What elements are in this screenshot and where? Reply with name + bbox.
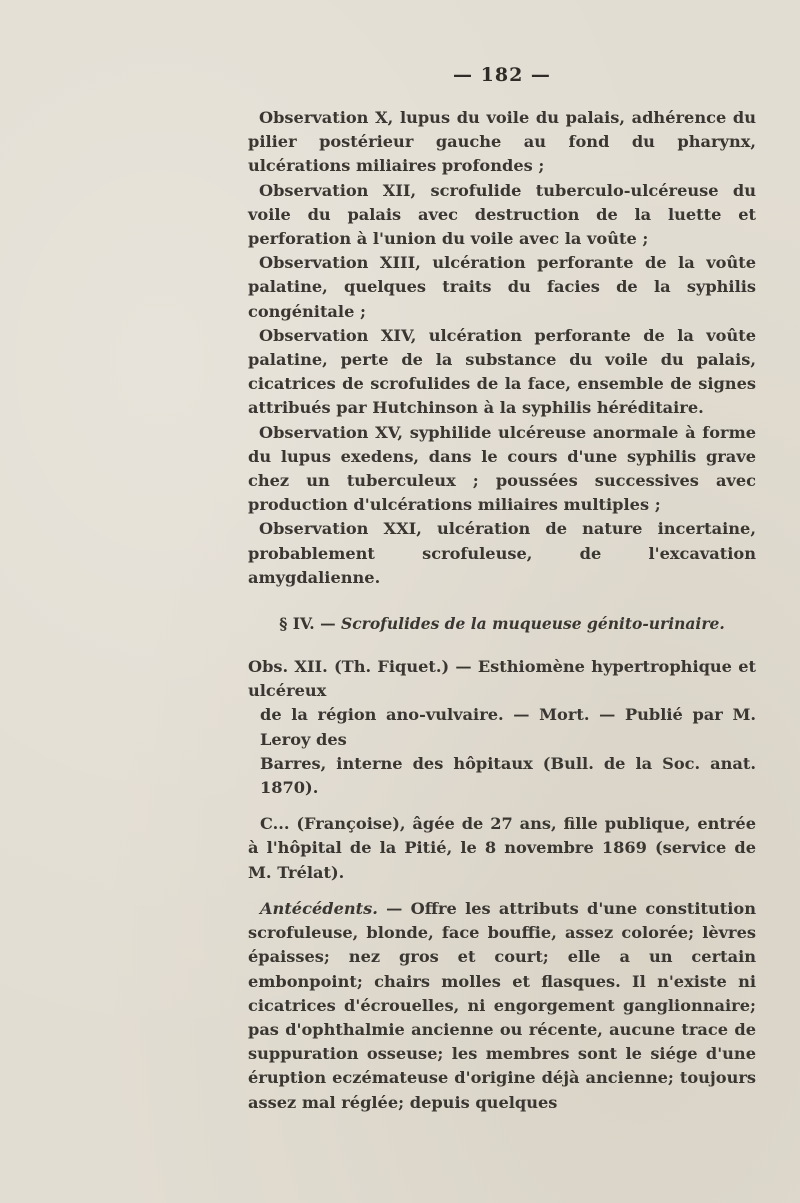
observation-list (248, 106, 756, 590)
patient-paragraph: C... (Françoise), âgée de 27 ans, fille publique, entrée à l'hôpital de la Pitié, le 8 novembre 1869 (service de M. Trélat). (248, 814, 756, 882)
case-header (248, 655, 756, 800)
section-title: Scrofulides de la muqueuse génito-urinaire. (341, 614, 725, 634)
observation-xiv: Observation XIV, ulcération perforante de la voûte palatine, perte de la substance du voile du palais, cicatrices de scrofulides de la face, ensemble de signes attribués par Hutchinson à la syphilis héréditaire. (248, 325, 756, 418)
observation-xiii: Observation XIII, ulcération perforante de la voûte palatine, quelques traits du facies de la syphilis congénitale ; (248, 253, 756, 321)
antecedents-text: — Offre les attributs d'une constitution scrofuleuse, blonde, face bouffie, assez colorée; lèvres épaisses; nez gros et court; elle a un certain embonpoint; chairs molles et flasques. Il n'existe ni cicatrices d'écrouelles, ni engorgement ganglionnaire; pas d'ophthalmie ancienne ou récente, aucune trace de suppuration osseuse; les membres sont le siége d'une éruption eczémateuse d'origine déjà ancienne; toujours assez mal réglée; depuis quelques (248, 898, 756, 1112)
section-heading (248, 614, 756, 633)
page (248, 64, 756, 1115)
case-header-line-1: Obs. XII. (Th. Fiquet.) — Esthiomène hypertrophique et ulcéreux (248, 657, 756, 701)
case-header-line-3: Barres, interne des hôpitaux (Bull. de la Soc. anat. 1870). (260, 753, 756, 798)
case-header-line-2: de la région ano-vulvaire. — Mort. — Publié par M. Leroy des (260, 705, 756, 749)
page-number: — 182 — (453, 64, 551, 86)
observation-xv: Observation XV, syphilide ulcéreuse anormale à forme du lupus exedens, dans le cours d'une syphilis grave chez un tuberculeux ; poussées successives avec production d'ulcérations miliaires multiples ; (248, 422, 756, 515)
observation-xii: Observation XII, scrofulide tuberculo-ulcéreuse du voile du palais avec destruction de la luette et perforation à l'union du voile avec la voûte ; (248, 180, 756, 249)
antecedents-paragraph (248, 897, 756, 1115)
observation-xxi: Observation XXI, ulcération de nature incertaine, probablement scrofuleuse, de l'excavation amygdalienne. (248, 519, 756, 587)
antecedents-label: Antécédents. (260, 898, 378, 918)
section-number: § IV. — (279, 614, 336, 634)
observation-x: Observation X, lupus du voile du palais, adhérence du pilier postérieur gauche au fond du pharynx, ulcérations miliaires profondes ; (248, 108, 756, 176)
